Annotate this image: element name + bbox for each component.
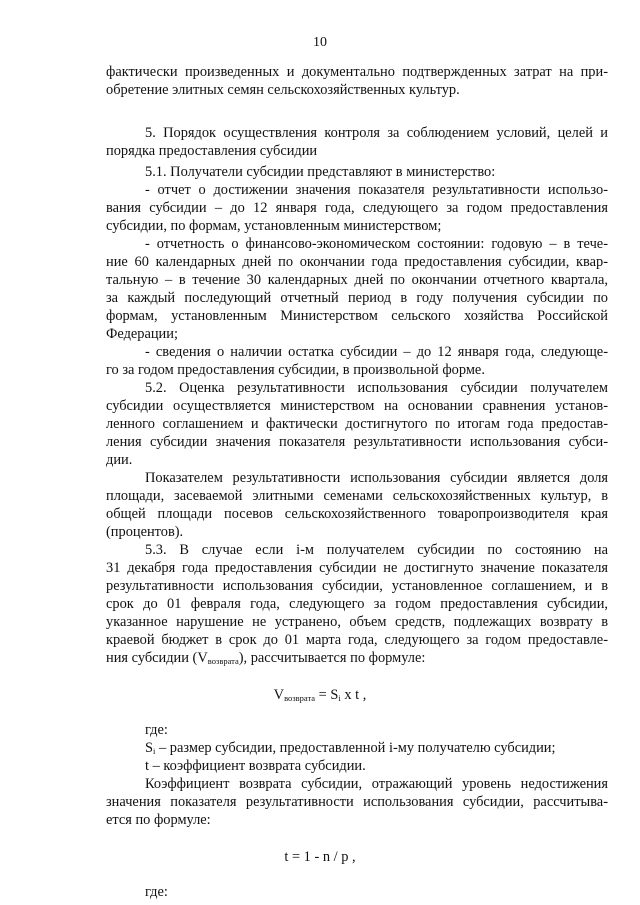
text-line: Коэффициент возврата субсидии, отражающий уровень недостижения [145,776,608,792]
text-line: субсидии осуществляется министерством на основании сравнения установ- [106,398,608,414]
text-line: ленного соглашением и фактически достигнутого по итогам года предостав- [106,416,608,432]
text-line [145,740,608,757]
formula-coefficient: t = 1 - n / p , [284,849,356,865]
text-line [106,650,608,667]
text-line: ние 60 календарных дней по окончании года предоставления субсидии, квар- [106,254,608,270]
text-line: значения показателя результативности использования субсидии, рассчитыва- [106,794,608,810]
text-line: t – коэффициент возврата субсидии. [145,758,366,774]
text-line: 5.1. Получатели субсидии представляют в министерство: [145,164,496,180]
text-line: го за годом предоставления субсидии, в произвольной форме. [106,362,485,378]
text-line: субсидии, по формам, установленным министерством; [106,218,442,234]
text-line: за каждый последующий отчетный период в году получения субсидии по [106,290,608,306]
text-line: площади, засеваемой элитными семенами сельскохозяйственных культур, в [106,488,608,504]
text-line: результативности использования субсидии, установленное соглашением, и в [106,578,608,594]
section-heading: порядка предоставления субсидии [106,143,318,159]
text-line: - отчетность о финансово-экономическом состоянии: годовую – в тече- [145,236,608,252]
text-line: формам, установленным Министерством сельского хозяйства Российской [106,308,608,324]
text-line: 5.3. В случае если i-м получателем субсидии по состоянию на [145,542,608,558]
text-line: указанное нарушение не устранено, объем средств, подлежащих возврату в [106,614,608,630]
text-line: краевой бюджет в срок до 01 марта года, следующего за годом предоставле- [106,632,608,648]
text-fragment: – размер субсидии, предоставленной i-му получателю субсидии; [155,740,556,756]
text-line: срок до 01 февраля года, следующего за годом предоставления субсидии, [106,596,608,612]
text-line: вания субсидии – до 12 января года, следующего за годом предоставления [106,200,608,216]
formula-s-subscript: i [338,693,341,703]
text-line: 5.2. Оценка результативности использования субсидии получателем [145,380,608,396]
subscript-i: i [153,746,156,756]
text-line: - сведения о наличии остатка субсидии – до 12 января года, следующе- [145,344,608,360]
text-line: где: [145,884,168,900]
formula-v: V [273,687,285,703]
formula-rest: x t , [340,687,367,703]
text-line: ется по формуле: [106,812,211,828]
text-line: (процентов). [106,524,184,540]
text-line: Показателем результативности использования субсидии является доля [145,470,608,486]
formula-equals: = [315,687,331,703]
text-line: ления субсидии значения показателя результативности использования субси- [106,434,608,450]
text-line: 31 декабря года предоставления субсидии не достигнуто значение показателя [106,560,608,576]
section-heading: 5. Порядок осуществления контроля за соблюдением условий, целей и [145,125,608,141]
text-line: - отчет о достижении значения показателя результативности использо- [145,182,608,198]
text-fragment: S [145,740,154,756]
subscript-vozvrata: возврата [207,656,239,666]
text-line: общей площади посевов сельскохозяйственного товаропроизводителя края [106,506,608,522]
text-line: фактически произведенных и документально подтвержденных затрат на при- [106,64,608,80]
text-line: обретение элитных семян сельскохозяйственных культур. [106,82,460,98]
text-line: дии. [106,452,133,468]
text-fragment: ния субсидии (V [106,650,208,666]
formula-v-subscript: возврата [284,693,316,703]
formula-s: S [330,687,339,703]
text-fragment: ), рассчитывается по формуле: [238,650,426,666]
formula-return-volume [0,686,640,707]
page-number: 10 [313,35,327,50]
text-line: Федерации; [106,326,178,342]
text-line: где: [145,722,168,738]
text-line: тальную – в течение 30 календарных дней по окончании отчетного квартала, [106,272,608,288]
